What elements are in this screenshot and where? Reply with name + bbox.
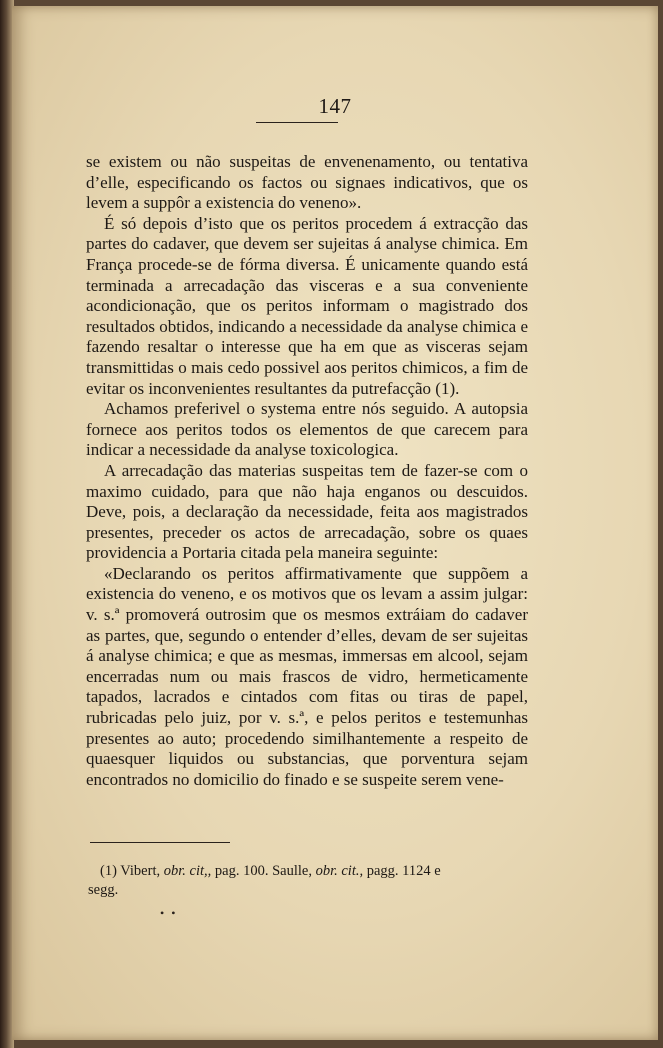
footnote-pages-1: pag. 100. Saulle, — [214, 863, 312, 879]
book-page — [12, 6, 658, 1040]
footnote-marker: (1) — [100, 863, 117, 879]
footnote-pages-2: pagg. 1124 e — [366, 863, 441, 879]
page-number-rule — [256, 122, 338, 123]
footnote-author: Vibert, — [120, 863, 161, 879]
paragraph-2: É só depois d’isto que os peritos procedem á extracção das partes do cadaver, que devem ser sujeitas á analyse chimica. Em França procede-se de fórma diversa. É unicamente quando está terminada a arrecadação das visceras e a sua conveniente acondicionação, que os peritos informam o magistrado dos resultados obtidos, indicando a necessidade da analyse chimica e fazendo resaltar o interesse que ha em que as visceras sejam transmittidas o mais cedo possivel aos peritos chimicos, a fim de evitar os inconvenientes resultantes da putrefacção (1). — [86, 213, 528, 398]
footnote — [88, 862, 530, 900]
paragraph-3: Achamos preferivel o systema entre nós seguido. A autopsia fornece aos peritos todos os elementos de que carecem para indicar a necessidade da analyse toxicologica. — [86, 399, 528, 460]
footnote-cit-2: obr. cit., — [315, 863, 364, 879]
paragraph-5: «Declarando os peritos affirmativamente que suppõem a existencia do veneno, e os motivos que os levam a assim julgar: v. s.ª promoverá outrosim que os mesmos extráiam do cadaver as partes, que, segundo o entender d’elles, devam de ser sujeitas á analyse chimica; e que as mesmas, immersas em alcool, sejam encerradas num ou mais frascos de vidro, hermeticamente tapados, lacrados e cintados com fitas ou tiras de papel, rubricadas pelo juiz, por v. s.ª, e pelos peritos e testemunhas presentes ao auto; procedendo similhantemente a respeito de quaesquer liquidos ou substancias, que porventura sejam encontrados no domicilio do finado e se suspeite serem vene- — [86, 563, 528, 789]
footnote-cit-1: obr. cit,, — [163, 863, 212, 879]
paragraph-1: se existem ou não suspeitas de envenenamento, ou tentativa d’elle, especificando os factos ou signaes indicativos, que os levem a suppôr a existencia do veneno». — [86, 152, 528, 213]
footnote-rule — [90, 842, 230, 843]
page-number: 147 — [318, 94, 352, 118]
footnote-continuation: segg. — [88, 882, 119, 898]
footnote-line-1 — [100, 862, 530, 881]
body-text — [86, 152, 528, 790]
signature-mark: • • — [160, 906, 178, 920]
paragraph-4: A arrecadação das materias suspeitas tem de fazer-se com o maximo cuidado, para que não haja enganos ou descuidos. Deve, pois, a declaração da necessidade, feita aos magistrados presentes, preceder os actos de arrecadação, sobre os quaes providencia a Portaria citada pela maneira seguinte: — [86, 460, 528, 563]
